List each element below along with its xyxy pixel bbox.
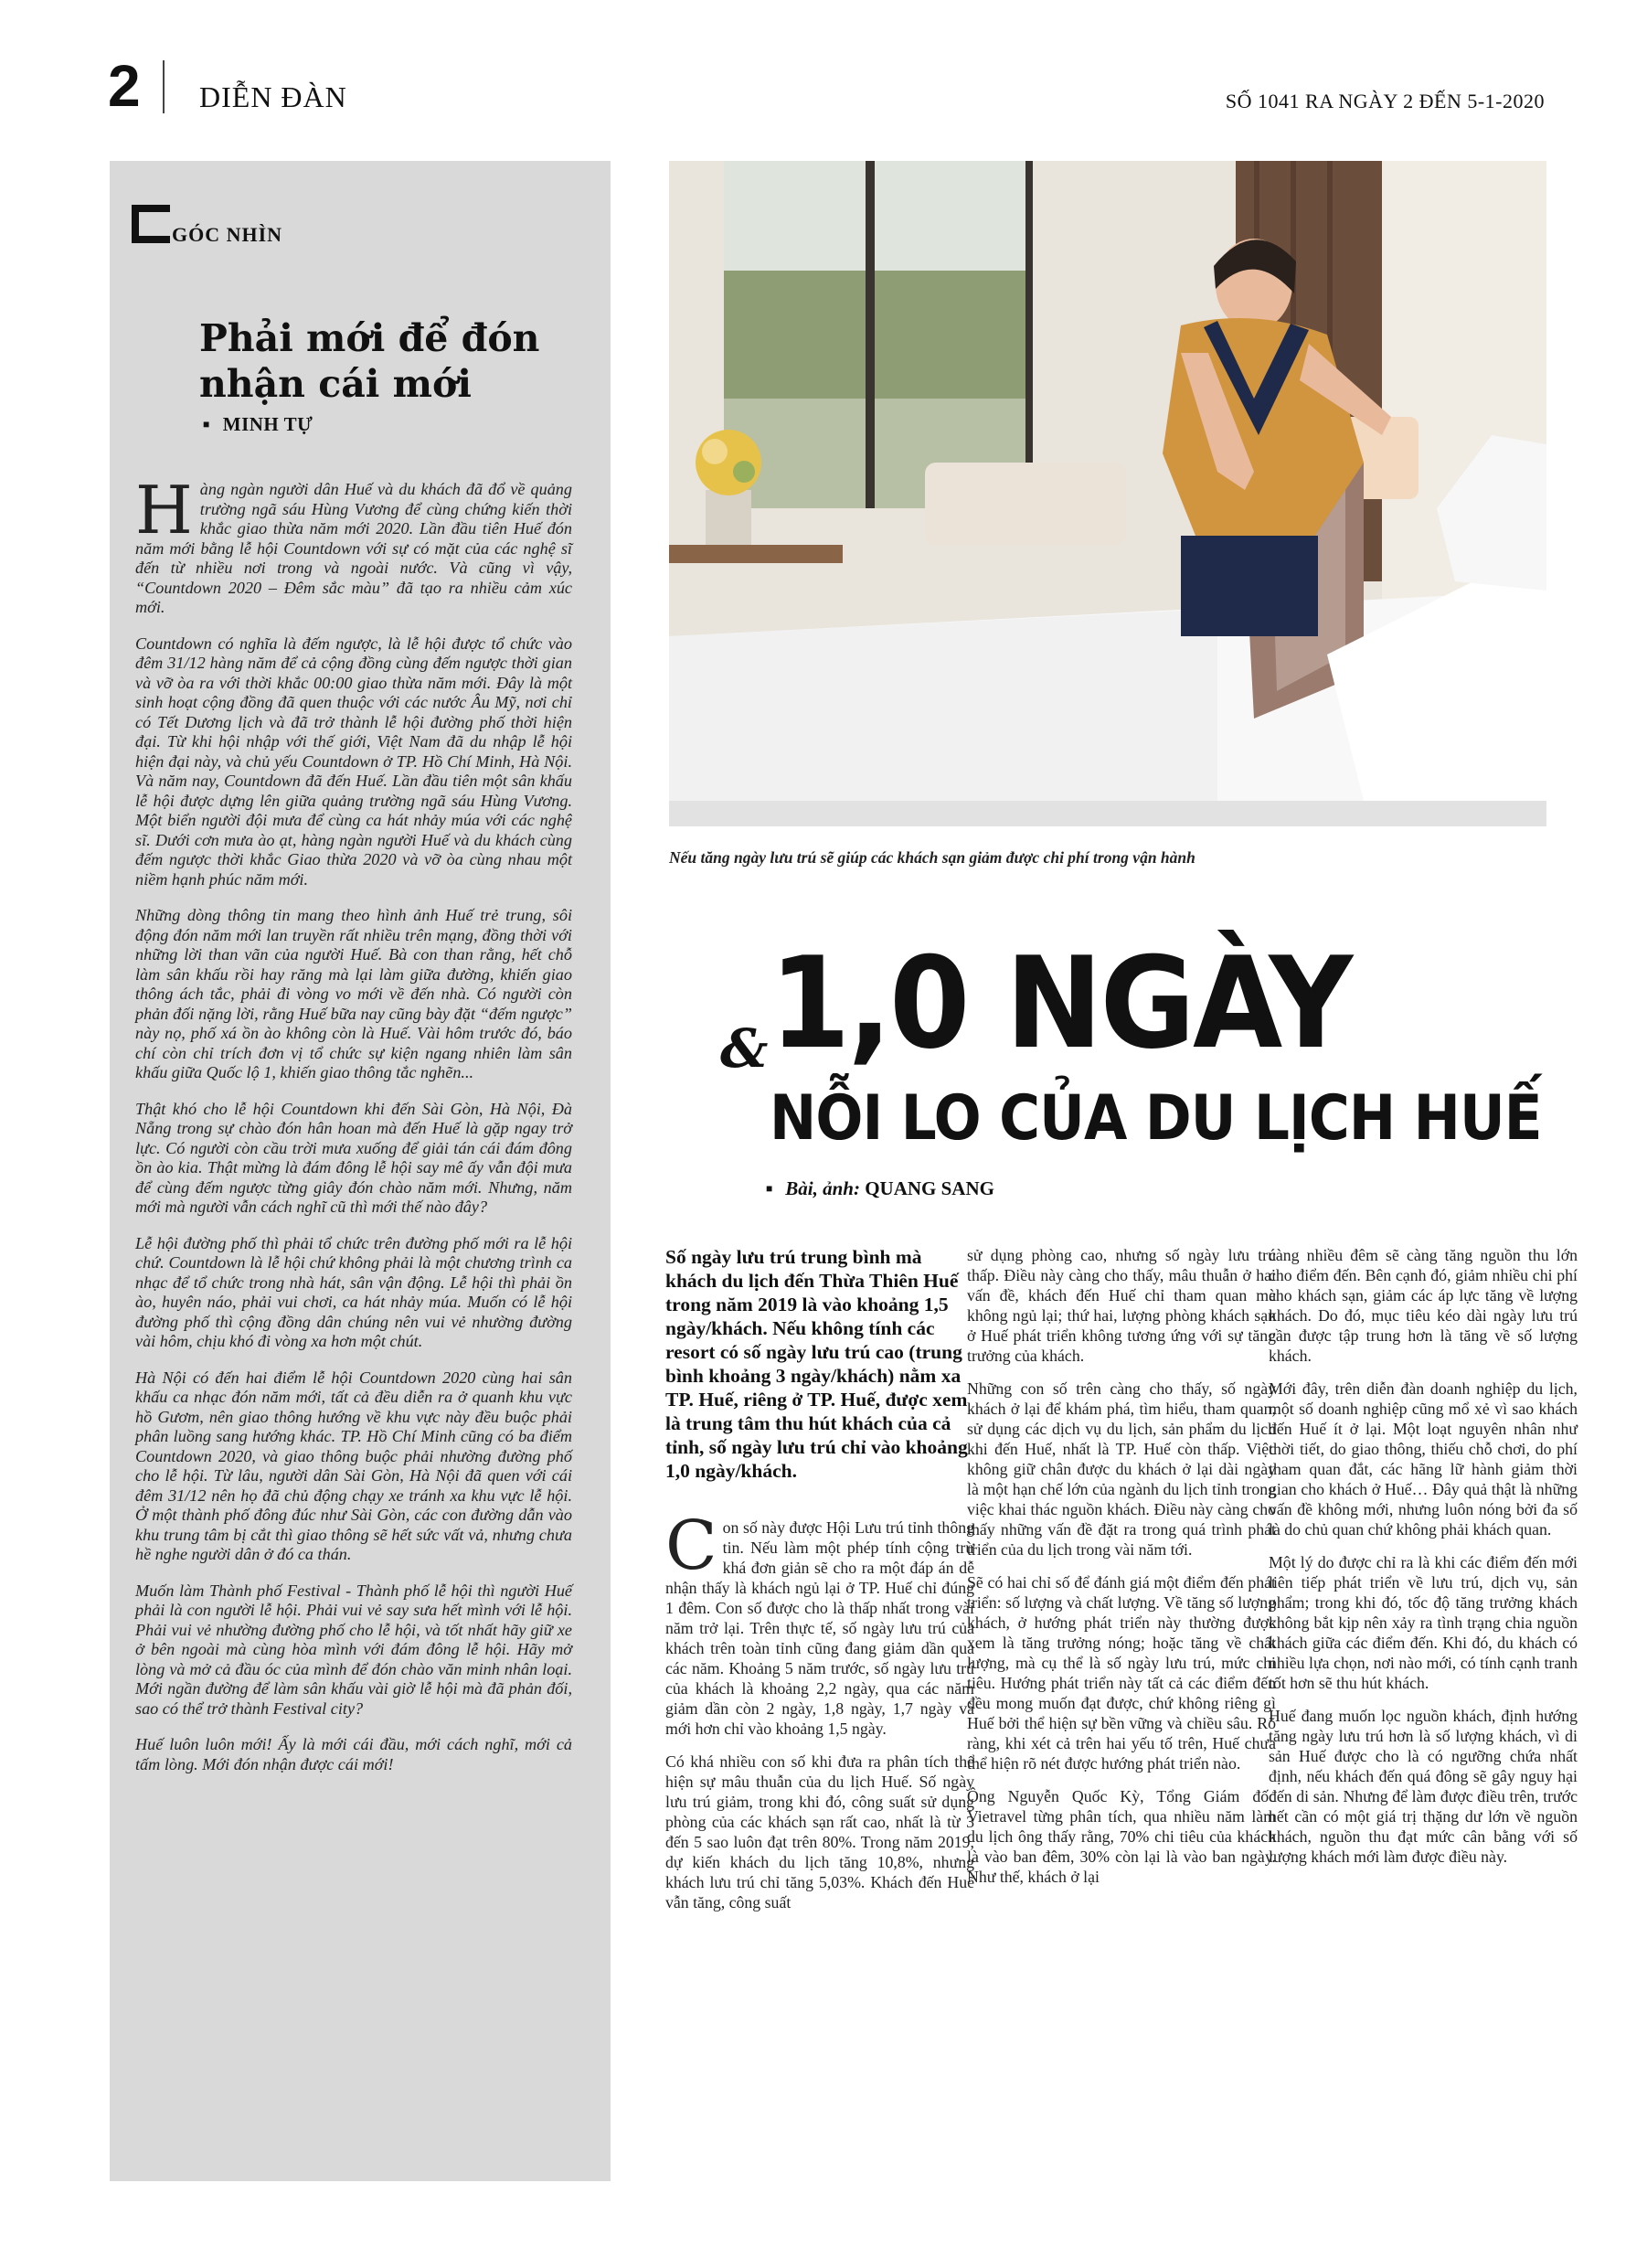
opinion-paragraph: Thật khó cho lễ hội Countdown khi đến Sài Gòn, Hà Nội, Đà Nẵng trong sự chào đón hân hoan mà đến Huế là gặp ngay trở lực. Có người còn cầu trời mưa xuống để giải tán cái đám đông ồn ào kia. Thật mừng là đám đông lễ hội say mê ấy vẫn đội mưa để cùng đếm ngược từng giây đón chào năm mới. Nhưng, năm mới mà người vẫn cách nghĩ cũ thì mới thế nào đây? [135, 1099, 572, 1216]
article-column-1 [665, 1245, 974, 1925]
byline-name: QUANG SANG [865, 1177, 994, 1199]
article-paragraph [665, 1507, 974, 1739]
opinion-first-paragraph: àng ngàn người dân Huế và du khách đã đổ về quảng trường ngã sáu Hùng Vương để cùng chứng kiến thời khắc giao thừa năm mới 2020. Lần đầu tiên Huế đón năm mới bằng lễ hội Countdown với sự có mặt của các nghệ sĩ đến từ nhiều nơi trong và ngoài nước. Và cũng vì vậy, “Countdown 2020 – Đêm sắc màu” đã tạo ra nhiều cảm xúc mới. [135, 480, 572, 616]
opinion-body [135, 472, 572, 1791]
column-label: GÓC NHÌN [172, 223, 283, 246]
headline-ampersand: & [720, 1017, 769, 1080]
corner-bracket-icon [132, 205, 170, 243]
article-paragraph: càng nhiều đêm sẽ càng tăng nguồn thu lớn cho điểm đến. Bên cạnh đó, giảm nhiều chi phí cho khách sạn, giảm các áp lực tăng về lượng khách. Do đó, mục tiêu kéo dài ngày lưu trú cần được tập trung hơn là tăng về số lượng khách. [1269, 1246, 1578, 1365]
byline-role: Bài, ảnh: [785, 1177, 860, 1199]
article-paragraph: Sẽ có hai chỉ số để đánh giá một điểm đến phát triển: số lượng và chất lượng. Về tăng số lượng khách, ở hướng phát triển này thường được xem là tăng trưởng nóng; hoặc tăng về chất lượng, mà cụ thể là số ngày lưu trú, mức chi tiêu. Hướng phát triển này tất cả các điểm đến đều mong muốn đạt được, chứ không riêng gì Huế bởi thể hiện sự bền vững và chiều sâu. Rõ ràng, khi xét cả trên hai yếu tố trên, Huế chưa thể hiện rõ nét được hướng phát triển nào. [967, 1573, 1276, 1773]
article-paragraph: Mới đây, trên diễn đàn doanh nghiệp du lịch, một số doanh nghiệp cũng mổ xẻ vì sao khách đến Huế ít ở lại. Một loạt nguyên nhân như thời tiết, do giao thông, thiếu chỗ chơi, do phí tham quan đắt, các hãng lữ hành giảm thời gian cho khách ở Huế… Đây quả thật là những vấn đề không mới, nhưng luôn nóng bởi đa số là do chủ quan chứ không phải khách quan. [1269, 1379, 1578, 1539]
opinion-paragraph: Muốn làm Thành phố Festival - Thành phố lễ hội thì người Huế phải là con người lễ hội. Phải vui vẻ say sưa hết mình với lễ hội. Phải vui vẻ nhường đường phố cho lễ hội, và tốt nhất hãy giữ xe ở bên ngoài mà cùng hòa mình với đám đông lễ hội. Hãy mở lòng và mở cả đầu óc của mình để đón chào văn minh nhân loại. Mới ngần đường để làm sân khấu vài giờ lễ hội mà đã phản đối, sao có thể trở thành Festival city? [135, 1581, 572, 1718]
article-paragraph: Một lý do được chỉ ra là khi các điểm đến mới liên tiếp phát triển về lưu trú, dịch vụ, sản phẩm; trong khi đó, tốc độ tăng trưởng khách không bắt kịp nên xảy ra tình trạng chia nguồn khách giữa các điểm đến. Khi đó, du khách có nhiều lựa chọn, nơi nào mới, có tính cạnh tranh tốt hơn sẽ thu hút khách. [1269, 1553, 1578, 1692]
feature-byline [766, 1177, 994, 1200]
article-paragraph: Những con số trên càng cho thấy, số ngày khách ở lại để khám phá, tìm hiểu, tham quan, sử dụng các dịch vụ du lịch, sản phẩm du lịch khi đến Huế, nhất là TP. Huế còn thấp. Việc không giữ chân được du khách ở lại dài ngày là một hạn chế lớn của ngành du lịch tỉnh trong việc khai thác nguồn khách. Điều này càng cho thấy những vấn đề đặt ra trong quá trình phát triển của du lịch trong vài năm tới. [967, 1379, 1276, 1559]
opinion-paragraph [135, 472, 572, 618]
drop-cap: H [135, 472, 193, 548]
article-paragraph: Có khá nhiều con số khi đưa ra phân tích thể hiện sự mâu thuẫn của du lịch Huế. Số ngày lưu trú giảm, trong khi đó, công suất sử dụng phòng của các khách sạn rất cao, nhất là từ 3 đến 5 sao luôn đạt trên 80%. Trong năm 2019, dự kiến khách du lịch tăng 10,8%, nhưng khách lưu trú chỉ tăng 5,03%. Khách đến Huế vẫn tăng, công suất [665, 1752, 974, 1911]
opinion-paragraph: Những dòng thông tin mang theo hình ảnh Huế trẻ trung, sôi động đón năm mới lan truyền rất nhiều trên mạng, đồng thời với những lời than vãn của người Huế. Bà con than rằng, hết chỗ làm sân khấu rồi hay răng mà lại làm giữa đường, khiến giao thông ách tắc, phải đi vòng vo mới về đến nhà. Có người còn phản đối nặng lời, rằng Huế bữa nay cũng bày đặt “đếm ngược” này nọ, phố xá ồn ào không còn là Huế. Vài hôm trước đó, báo chí còn chỉ trích đơn vị tổ chức sự kiện ngang nhiên làm sân khấu giữa Quốc lộ 1, khiến giao thông tắc nghẽn... [135, 906, 572, 1081]
opinion-paragraph: Huế luôn luôn mới! Ấy là mới cái đầu, mới cách nghĩ, mới cả tấm lòng. Mới đón nhận được cái mới! [135, 1735, 572, 1773]
hotel-room-illustration [669, 161, 1546, 826]
article-column-3 [1269, 1245, 1578, 1879]
header-divider [163, 60, 165, 113]
opinion-paragraph: Lễ hội đường phố thì phải tổ chức trên đường phố mới ra lễ hội chứ. Countdown là lễ hội chứ không phải là một chương trình ca nhạc để tổ chức trong nhà hát, sân vận động. Lễ hội thì phải ồn ào, huyên náo, phải vui chơi, ca hát nhảy múa. Muốn có lễ hội đường phố thì cộng đồng dân chúng nên vui vẻ nhường đường vài hôm, chịu khó đi vòng xa hơn một chút. [135, 1233, 572, 1350]
page-number: 2 [108, 53, 141, 119]
article-paragraph: Ông Nguyễn Quốc Kỳ, Tổng Giám đốc Vietravel từng phân tích, qua nhiều năm làm du lịch ông thấy rằng, 70% chi tiêu của khách là vào ban đêm, 30% còn lại là vào ban ngày. Như thế, khách ở lại [967, 1787, 1276, 1886]
article-lead: Số ngày lưu trú trung bình mà khách du lịch đến Thừa Thiên Huế trong năm 2019 là vào khoảng 1,5 ngày/khách. Nếu không tính các resort có số ngày lưu trú cao (trung bình khoảng 3 ngày/khách) nằm xa TP. Huế, riêng ở TP. Huế, được xem là trung tâm thu hút khách của cả tỉnh, số ngày lưu trú chỉ vào khoảng 1,0 ngày/khách. [665, 1246, 968, 1482]
article-first-paragraph: on số này được Hội Lưu trú tỉnh thông tin. Nếu làm một phép tính cộng trừ khá đơn giản sẽ cho ra một đáp án dễ nhận thấy là khách ngủ lại ở TP. Huế chỉ đúng 1 đêm. Con số được cho là thấp nhất trong vài năm trở lại. Trên thực tế, số ngày lưu trú của khách trên toàn tỉnh cũng đang giảm dần qua các năm. Khoảng 5 năm trước, số ngày lưu trú của khách là khoảng 2,2 ngày, qua các năm giảm dần còn 2 ngày, 1,8 ngày, 1,7 ngày và mới hơn chỉ vào khoảng 1,5 ngày. [665, 1518, 974, 1738]
article-column-2 [967, 1245, 1276, 1900]
opinion-paragraph: Countdown có nghĩa là đếm ngược, là lễ hội được tổ chức vào đêm 31/12 hàng năm để cả cộng đồng cùng đếm ngược thời gian và vỡ òa ra với thời khắc 00:00 giao thừa năm mới. Đây là một sinh hoạt cộng đồng đã quen thuộc với các nước Âu Mỹ, nơi chỉ có Tết Dương lịch và đã trở thành lễ hội đường phố thời hiện đại. Từ khi hội nhập với thế giới, Việt Nam đã du nhập lễ hội hiện đại này, và chủ yếu Countdown ở TP. Hồ Chí Minh, Hà Nội. Và năm nay, Countdown đã đến Huế. Lần đầu tiên một sân khấu lễ hội được dựng lên giữa quảng trường ngã sáu Hùng Vương. Một biển người đội mưa để cùng ca hát nhảy múa với các nghệ sĩ. Dưới cơn mưa ào ạt, hàng ngàn người Huế và du khách cùng đếm ngược thời khắc Giao thừa 2020 và vỡ òa cùng nhau một niềm hạnh phúc năm mới. [135, 634, 572, 889]
headline: 1,0 NGÀY [770, 930, 1351, 1077]
article-paragraph: Huế đang muốn lọc nguồn khách, định hướng tăng ngày lưu trú hơn là số lượng khách, vì di sản Huế được cho là có ngưỡng chứa nhất định, nếu khách đến quá đông sẽ gây nguy hại đến di sản. Nhưng để làm được điều trên, trước hết cần có một giá trị thặng dư lớn về nguồn khách, nguồn thu đạt mức cân bằng với số lượng khách mới làm được điều này. [1269, 1707, 1578, 1866]
photo-caption: Nếu tăng ngày lưu trú sẽ giúp các khách sạn giảm được chi phí trong vận hành [669, 848, 1195, 867]
issue-info: SỐ 1041 RA NGÀY 2 ĐẾN 5-1-2020 [1225, 90, 1545, 112]
article-paragraph: sử dụng phòng cao, nhưng số ngày lưu trú thấp. Điều này càng cho thấy, mâu thuẫn ở hai vấn đề, khách đến Huế chỉ tham quan mà không ngủ lại; thứ hai, lượng phòng khách sạn ở Huế phát triển không tương ứng với sự tăng trưởng của khách. [967, 1246, 1276, 1365]
drop-cap: C [665, 1507, 717, 1585]
section-title: DIỄN ĐÀN [199, 80, 347, 113]
opinion-paragraph: Hà Nội có đến hai điểm lễ hội Countdown 2020 cùng hai sân khấu ca nhạc đón năm mới, tất cả đều diễn ra ở quanh khu vực hồ Gươm, nên giao thông hướng về khu vực này đều buộc phải phân luồng sang hướng khác. TP. Hồ Chí Minh cũng có ba điểm Countdown 2020, và giao thông buộc phải nhường đường phố cho lễ hội. Từ lâu, người dân Sài Gòn, Hà Nội đã quen với cái đêm 31/12 nên họ đã chủ động chạy xe tránh xa khu vực lễ hội. Ở một thành phố đông đúc như Sài Gòn, các con đường dẫn vào khu trung tâm bị cắt thì giao thông sẽ hết sức vất vả, nhưng chưa hề nghe người dân ở đó ca thán. [135, 1368, 572, 1563]
hotel-photo [669, 161, 1546, 826]
opinion-title: Phải mới để đón nhận cái mới [199, 316, 540, 406]
opinion-author: ■ MINH TỰ [203, 413, 313, 436]
subheadline: NỖI LO CỦA DU LỊCH HUẾ [770, 1082, 1542, 1155]
